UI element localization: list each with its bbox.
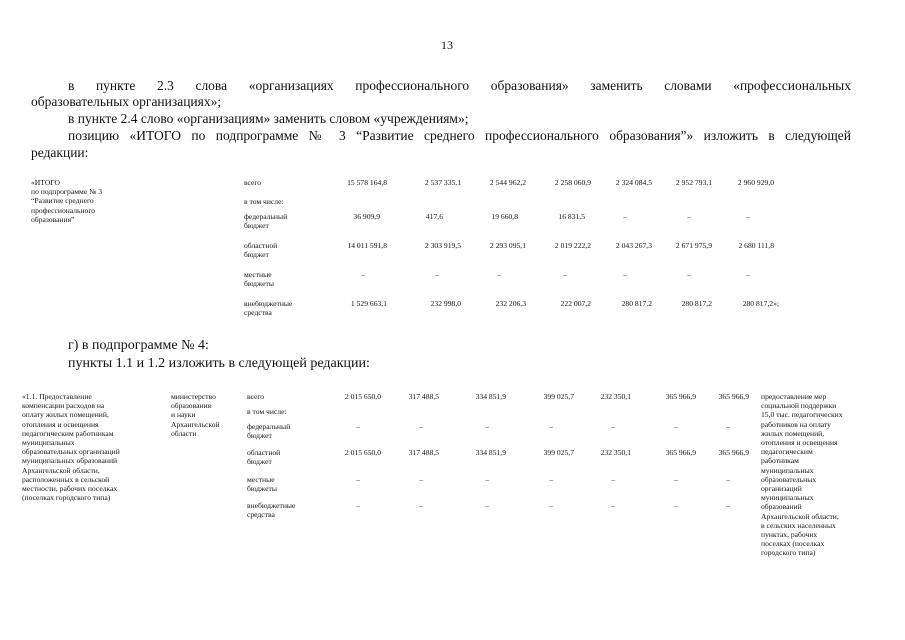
- executor-line: и науки: [171, 410, 196, 420]
- value-cell: 2 537 335,1: [424, 178, 461, 187]
- value-cell: 417,6: [425, 212, 443, 221]
- label-line: профессионального: [31, 205, 96, 215]
- label-line: муниципальных: [22, 438, 75, 448]
- value-cell: 1 529 663,1: [350, 299, 387, 308]
- label-line: образования”: [31, 214, 75, 224]
- executor-line: образования: [171, 401, 212, 411]
- result-line: образовательных: [761, 474, 817, 484]
- result-line: работникам: [761, 456, 799, 466]
- label-line: (поселках городского типа): [22, 493, 111, 503]
- value-cell: 317 488,5: [408, 448, 439, 457]
- value-cell: –: [485, 422, 489, 431]
- source-line: внебюджетные: [244, 299, 293, 308]
- label-line: расположенных в сельской: [22, 474, 110, 484]
- source-line: бюджет: [247, 431, 272, 441]
- value-cell: 365 966,9: [665, 392, 696, 401]
- value-cell: –: [435, 270, 439, 279]
- value-cell: 2 544 962,2: [489, 178, 526, 187]
- paragraph-line: образовательных организациях»;: [31, 94, 222, 109]
- source-line: областной: [244, 241, 278, 250]
- value-cell: 36 909,9: [353, 212, 380, 221]
- value-cell: –: [611, 475, 615, 484]
- source-cell: [247, 422, 290, 440]
- paragraph-line: в пункте 2.3 слова «организациях профессионального образования» заменить словами «профессиональных: [68, 78, 851, 93]
- value-cell: 232 350,1: [600, 448, 631, 457]
- source-cell: [244, 212, 287, 230]
- value-cell: 232 206,3: [495, 299, 526, 308]
- value-cell: 19 660,8: [491, 212, 518, 221]
- source-line: бюджет: [247, 457, 272, 467]
- label-line: компенсации расходов на: [22, 401, 105, 411]
- source-line: бюджеты: [244, 279, 274, 289]
- value-cell: 2 671 975,9: [675, 241, 712, 250]
- value-cell: –: [419, 475, 423, 484]
- label-line: муниципальных образований: [22, 456, 118, 466]
- source-line: бюджеты: [247, 484, 277, 494]
- value-cell: 334 851,9: [475, 392, 506, 401]
- value-cell: 14 011 591,8: [347, 241, 387, 250]
- value-cell: –: [549, 501, 553, 510]
- value-cell: 2 293 095,1: [489, 241, 526, 250]
- value-cell: 280 817,2: [621, 299, 652, 308]
- value-cell: 280 817,2»;: [742, 299, 779, 308]
- paragraph-line: позицию «ИТОГО по подпрограмме № 3 “Развитие среднего профессионального образования”» изложить в следующей: [68, 128, 851, 143]
- source-line: бюджет: [244, 221, 269, 231]
- value-cell: –: [674, 501, 678, 510]
- page-number: 13: [441, 38, 453, 52]
- executor-line: Архангельской: [171, 419, 220, 429]
- value-cell: –: [746, 212, 750, 221]
- result-line: городского типа): [761, 548, 816, 558]
- source-cell: в том числе:: [247, 407, 287, 416]
- value-cell: –: [419, 501, 423, 510]
- value-cell: –: [726, 501, 730, 510]
- value-cell: 2 960 929,0: [737, 178, 774, 187]
- source-cell: всего: [247, 392, 265, 401]
- result-line: пунктах, рабочих: [761, 530, 818, 540]
- paragraph-line: редакции:: [31, 145, 89, 160]
- section-heading: г) в подпрограмме № 4:: [68, 338, 209, 353]
- value-cell: 16 831,5: [558, 212, 585, 221]
- value-cell: 2 303 919,5: [424, 241, 461, 250]
- value-cell: 232 350,1: [600, 392, 631, 401]
- section-heading: пункты 1.1 и 1.2 изложить в следующей редакции:: [68, 356, 370, 371]
- value-cell: –: [687, 270, 691, 279]
- result-line: образований: [761, 502, 802, 512]
- value-cell: –: [623, 212, 627, 221]
- value-cell: –: [356, 501, 360, 510]
- executor-line: области: [171, 428, 197, 438]
- value-cell: –: [419, 422, 423, 431]
- label-line: “Развитие среднего: [31, 196, 94, 206]
- result-line: отопления и освещения: [761, 438, 838, 448]
- label-line: местности, рабочих поселках: [22, 484, 118, 494]
- value-cell: –: [726, 475, 730, 484]
- result-line: социальной поддержки: [761, 401, 837, 411]
- result-line: предоставление мер: [761, 392, 827, 401]
- result-line: в сельских населенных: [761, 520, 836, 530]
- value-cell: –: [611, 501, 615, 510]
- value-cell: –: [361, 270, 365, 279]
- value-cell: –: [356, 475, 360, 484]
- source-cell: в том числе:: [244, 197, 284, 206]
- value-cell: 2 015 650,0: [344, 448, 381, 457]
- value-cell: 2 015 650,0: [344, 392, 381, 401]
- value-cell: –: [687, 212, 691, 221]
- value-cell: 280 817,2: [681, 299, 712, 308]
- source-line: местные: [247, 475, 275, 484]
- source-cell: [244, 299, 292, 317]
- source-line: федеральный: [247, 422, 291, 431]
- source-line: федеральный: [244, 212, 288, 221]
- value-cell: 2 952 793,1: [675, 178, 712, 187]
- row-label: [31, 178, 102, 224]
- label-line: по подпрограмме № 3: [31, 187, 103, 197]
- value-cell: 15 578 164,8: [347, 178, 387, 187]
- source-cell: [247, 475, 277, 493]
- value-cell: –: [674, 422, 678, 431]
- value-cell: 365 966,9: [718, 392, 749, 401]
- label-line: оплату жилых помещений,: [22, 410, 109, 420]
- source-line: местные: [244, 270, 272, 279]
- value-cell: –: [549, 475, 553, 484]
- result-line: муниципальных: [761, 493, 814, 503]
- value-cell: 365 966,9: [718, 448, 749, 457]
- value-cell: –: [623, 270, 627, 279]
- value-cell: 2 258 060,9: [554, 178, 591, 187]
- source-line: бюджет: [244, 250, 269, 260]
- source-cell: [244, 270, 274, 288]
- source-line: средства: [247, 510, 275, 520]
- value-cell: –: [356, 422, 360, 431]
- source-line: внебюджетные: [247, 501, 296, 510]
- row-label: [22, 392, 120, 502]
- source-cell: [247, 501, 295, 519]
- value-cell: 222 007,2: [560, 299, 591, 308]
- label-line: отопления и освещения: [22, 419, 99, 429]
- result-line: 15,0 тыс. педагогических: [761, 410, 843, 420]
- result-line: Архангельской области,: [761, 511, 839, 521]
- value-cell: 399 025,7: [543, 392, 574, 401]
- value-cell: –: [485, 501, 489, 510]
- source-cell: [247, 448, 280, 466]
- label-line: педагогическим работникам: [22, 428, 114, 438]
- executor-cell: [171, 392, 220, 438]
- value-cell: 2 019 222,2: [554, 241, 591, 250]
- result-line: жилых помещений,: [761, 428, 825, 438]
- value-cell: –: [674, 475, 678, 484]
- source-line: средства: [244, 308, 272, 318]
- value-cell: 2 043 267,3: [615, 241, 652, 250]
- executor-line: министерство: [171, 392, 216, 401]
- value-cell: 399 025,7: [543, 448, 574, 457]
- value-cell: 232 998,0: [430, 299, 461, 308]
- value-cell: 365 966,9: [665, 448, 696, 457]
- value-cell: –: [726, 422, 730, 431]
- source-cell: всего: [244, 178, 262, 187]
- label-line: «ИТОГО: [31, 178, 60, 187]
- value-cell: –: [497, 270, 501, 279]
- paragraph-line: в пункте 2.4 слово «организациям» заменить словом «учреждениям»;: [68, 111, 469, 126]
- value-cell: 334 851,9: [475, 448, 506, 457]
- value-cell: 317 488,5: [408, 392, 439, 401]
- label-line: «1.1. Предоставление: [22, 392, 92, 401]
- value-cell: 2 324 084,5: [615, 178, 652, 187]
- value-cell: –: [611, 422, 615, 431]
- result-line: муниципальных: [761, 465, 814, 475]
- value-cell: 2 680 111,8: [738, 241, 774, 250]
- result-line: работников на оплату: [761, 419, 831, 429]
- value-cell: –: [746, 270, 750, 279]
- label-line: образовательных организаций: [22, 447, 120, 457]
- value-cell: –: [549, 422, 553, 431]
- label-line: Архангельской области,: [22, 465, 100, 475]
- result-line: поселках (поселках: [761, 539, 825, 549]
- value-cell: –: [485, 475, 489, 484]
- result-cell: [761, 392, 843, 558]
- result-line: педагогическим: [761, 447, 813, 457]
- result-line: организаций: [761, 484, 802, 494]
- source-cell: [244, 241, 277, 259]
- value-cell: –: [563, 270, 567, 279]
- source-line: областной: [247, 448, 281, 457]
